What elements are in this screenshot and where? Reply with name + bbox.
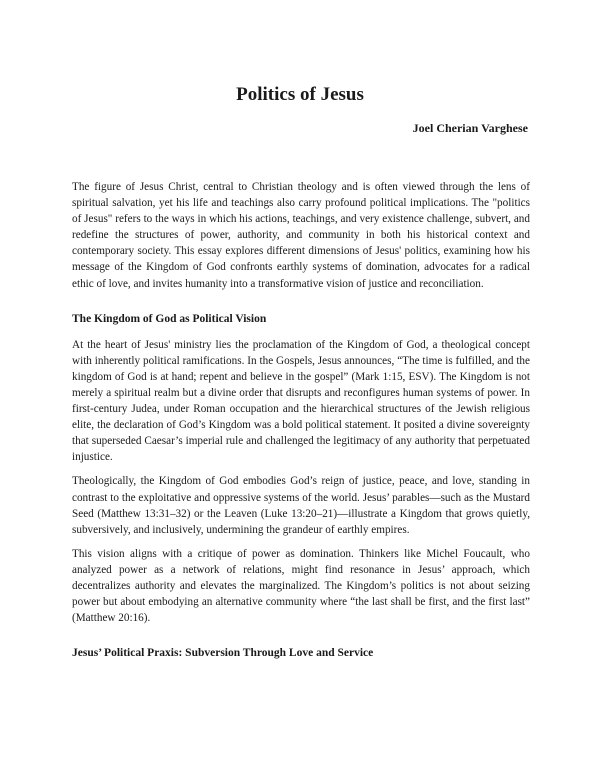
section1-paragraph-2: Theologically, the Kingdom of God embodies God’s reign of justice, peace, and love, standing in contrast to the exploitative and oppressive systems of the world. Jesus’ parables—such as the Mustard Seed (Matthew 13:31–32) or the Leaven (Luke 13:20–21)—illustrate a Kingdom that grows quietly, subversively, and inclusively, undermining the grandeur of earthly empires.	[72, 475, 530, 536]
intro-paragraph: The figure of Jesus Christ, central to Christian theology and is often viewed through the lens of spiritual salvation, yet his life and teachings also carry profound political implications. The "politics of Jesus" refers to the ways in which his actions, teachings, and very existence challenge, subvert, and redefine the structures of power, authority, and community in both his historical context and contemporary society. This essay explores different dimensions of Jesus' politics, examining how his message of the Kingdom of God confronts earthly systems of domination, advocates for a radical ethic of love, and invites humanity into a transformative vision of justice and reconciliation.	[72, 181, 530, 290]
section1-paragraph-1: At the heart of Jesus' ministry lies the proclamation of the Kingdom of God, a theological concept with inherently political ramifications. In the Gospels, Jesus announces, “The time is fulfilled, and the kingdom of God is at hand; repent and believe in the gospel” (Mark 1:15, ESV). The Kingdom is not merely a spiritual realm but a divine order that disrupts and reconfigures human systems of power. In first-century Judea, under Roman occupation and the hierarchical structures of the Jewish religious elite, the declaration of God’s Kingdom was a bold political statement. It posited a divine sovereignty that superseded Caesar’s imperial rule and challenged the legitimacy of any authority that perpetuated injustice.	[72, 338, 530, 464]
section-heading-kingdom: The Kingdom of God as Political Vision	[72, 312, 267, 325]
document-title: Politics of Jesus	[236, 84, 364, 105]
document-body	[72, 179, 530, 660]
document-author: Joel Cherian Varghese	[412, 121, 528, 135]
section-heading-praxis: Jesus’ Political Praxis: Subversion Through Love and Service	[72, 647, 374, 660]
section1-paragraph-3: This vision aligns with a critique of power as domination. Thinkers like Michel Foucault, who analyzed power as a network of relations, might find resonance in Jesus’ approach, which decentralizes authority and elevates the marginalized. The Kingdom’s politics is not about seizing power but about embodying an alternative community where “the last shall be first, and the first last” (Matthew 20:16).	[72, 547, 530, 625]
